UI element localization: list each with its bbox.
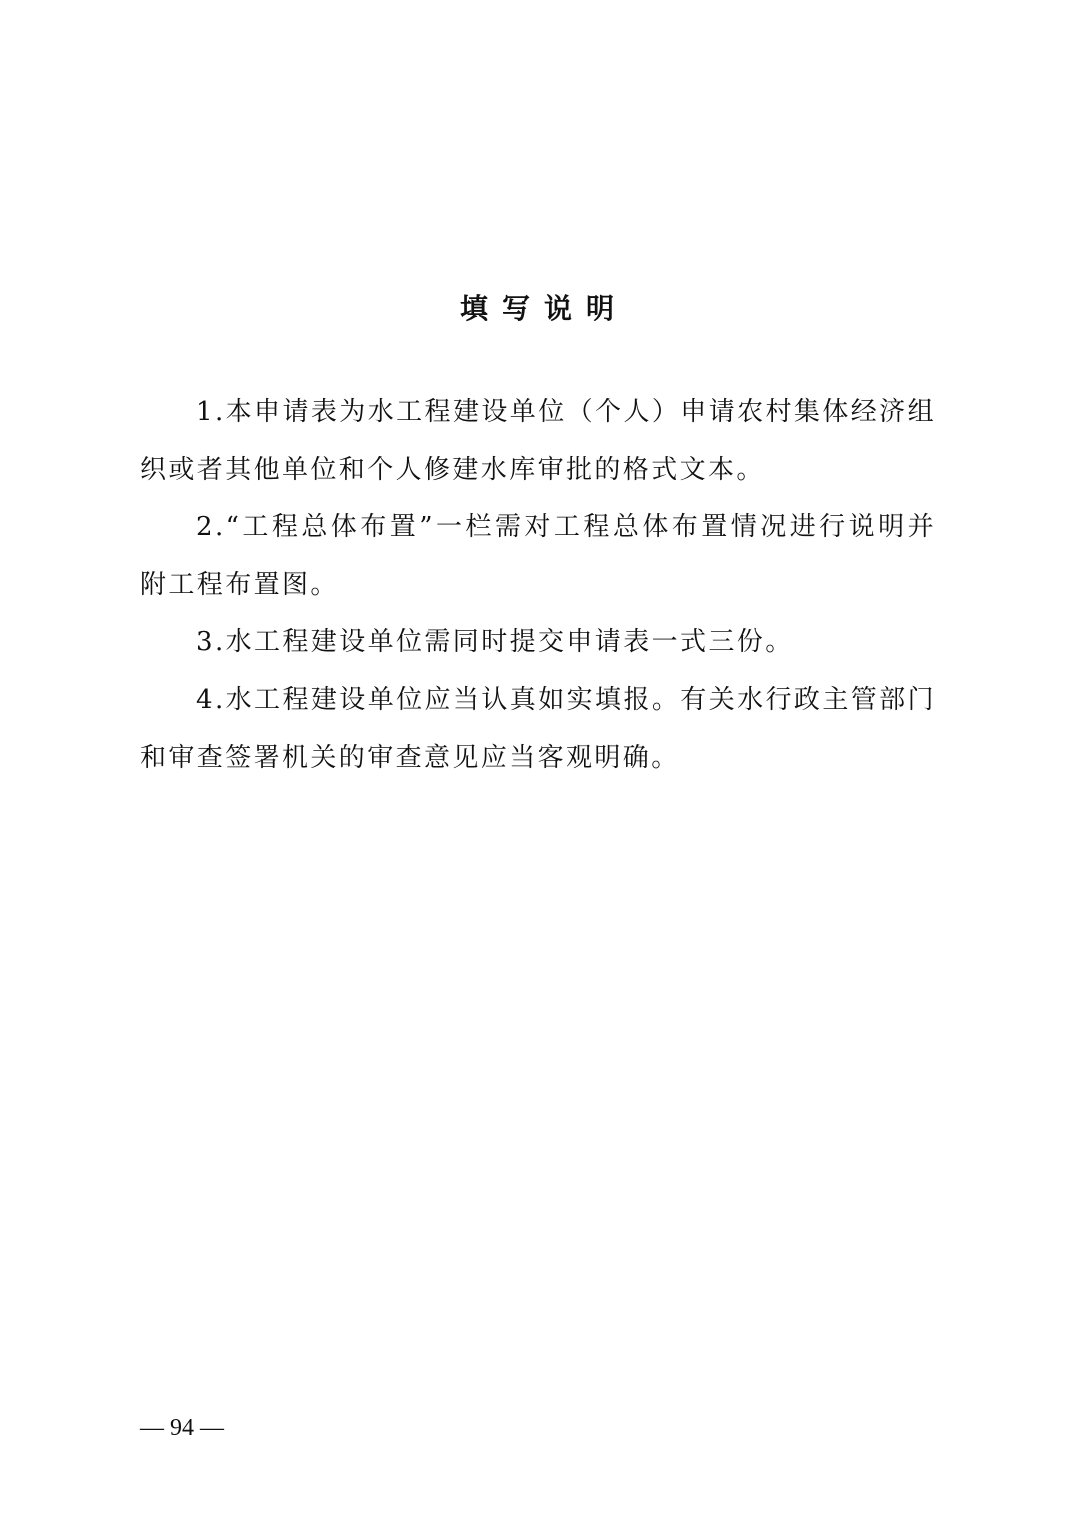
instruction-paragraph-3: 3.水工程建设单位需同时提交申请表一式三份。	[196, 627, 794, 658]
instruction-paragraph-1: 1.本申请表为水工程建设单位（个人）申请农村集体经济组织或者其他单位和个人修建水库审批的格式文本。	[140, 397, 936, 485]
page-number: — 94 —	[140, 1415, 224, 1441]
instruction-paragraph-4: 4.水工程建设单位应当认真如实填报。有关水行政主管部门和审查签署机关的审查意见应当客观明确。	[140, 684, 936, 773]
instruction-paragraph-2: 2.“工程总体布置”一栏需对工程总体布置情况进行说明并附工程布置图。	[140, 512, 936, 600]
page-title: 填写说明	[459, 291, 628, 325]
instructions-body	[140, 384, 936, 787]
